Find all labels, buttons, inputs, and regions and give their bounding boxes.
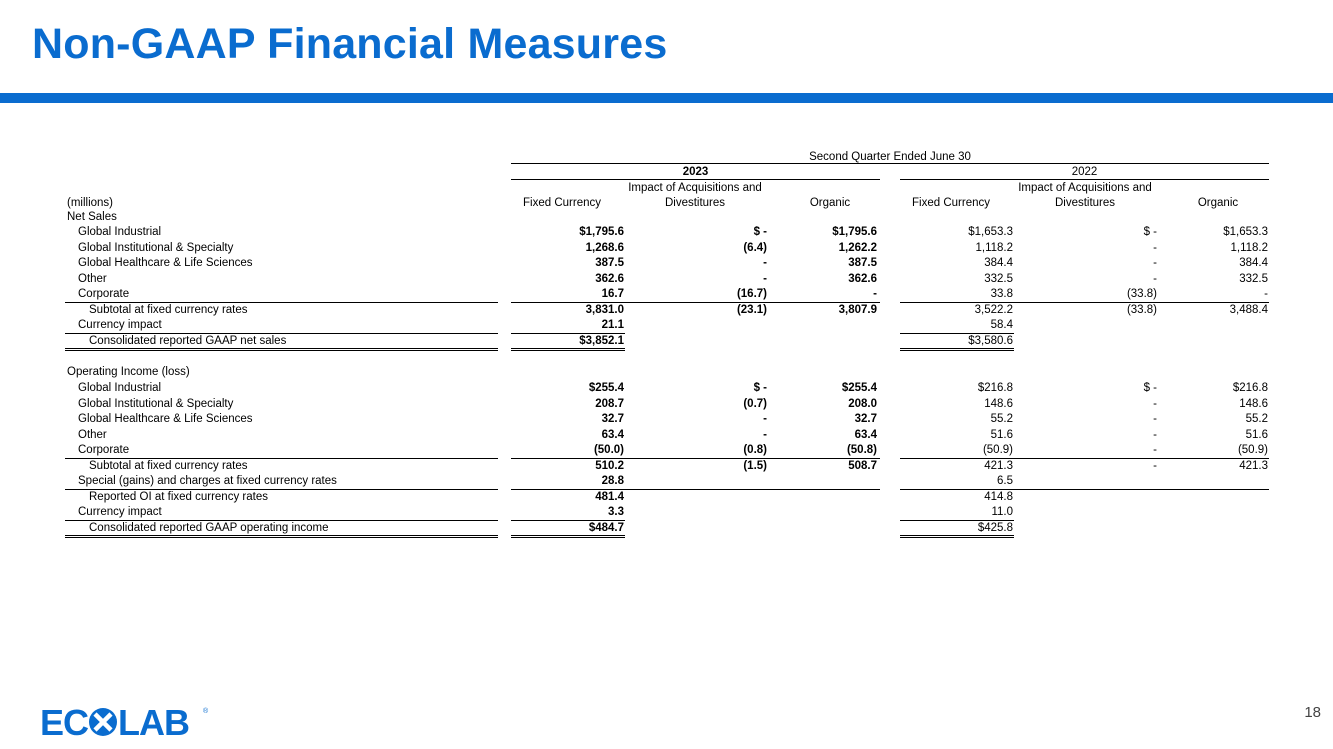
table-cell: -: [1153, 241, 1157, 254]
table-cell: 3,831.0: [585, 303, 624, 316]
double-underline: [511, 535, 625, 538]
organic-header-2022: Organic: [1197, 197, 1239, 209]
double-underline: [511, 348, 625, 351]
table-cell: -: [763, 428, 767, 441]
table-cell: 1,268.6: [585, 241, 624, 254]
row-divider: [511, 302, 880, 303]
table-cell: (33.8): [1126, 303, 1157, 316]
table-cell: 387.5: [595, 257, 624, 269]
table-cell: 148.6: [984, 397, 1013, 410]
table-cell: $1,653.3: [968, 226, 1013, 238]
table-cell: 55.2: [990, 413, 1013, 425]
row-divider: [511, 333, 625, 334]
units-label: (millions): [67, 197, 113, 209]
table-cell: 3.3: [608, 506, 624, 518]
row-label: Currency impact: [78, 506, 162, 518]
table-cell: 63.4: [601, 428, 624, 441]
table-cell: 508.7: [848, 459, 877, 472]
row-label: Global Healthcare & Life Sciences: [78, 257, 253, 269]
table-cell: (50.0): [593, 444, 624, 456]
table-cell: (1.5): [743, 459, 767, 472]
year-2023-header: 2023: [682, 166, 709, 178]
table-cell: $ -: [753, 382, 767, 394]
row-label: Subtotal at fixed currency rates: [89, 459, 248, 472]
table-cell: 3,522.2: [974, 303, 1013, 316]
row-divider: [511, 458, 880, 459]
row-divider: [65, 520, 498, 521]
row-label: Currency impact: [78, 319, 162, 331]
table-cell: (23.1): [736, 303, 767, 316]
table-cell: 58.4: [990, 319, 1013, 331]
double-underline: [900, 535, 1014, 538]
fixed-currency-header-2022: Fixed Currency: [912, 197, 990, 209]
table-cell: $3,852.1: [579, 334, 624, 347]
ecolab-logo: [40, 703, 212, 739]
row-label: Subtotal at fixed currency rates: [89, 303, 248, 316]
impact-header-2023-line1: Impact of Acquisitions and: [628, 182, 762, 194]
table-cell: (0.8): [743, 444, 767, 456]
table-cell: $255.4: [841, 382, 877, 394]
row-divider: [511, 489, 880, 490]
row-divider: [65, 302, 498, 303]
svg-text:®: ®: [203, 708, 209, 715]
net-sales-heading: Net Sales: [67, 211, 117, 223]
table-cell: 384.4: [1239, 257, 1268, 269]
table-cell: -: [1153, 413, 1157, 425]
table-cell: (50.9): [1237, 444, 1268, 456]
table-cell: $ -: [1143, 226, 1157, 238]
table-cell: $1,795.6: [579, 226, 624, 238]
table-cell: -: [873, 288, 877, 300]
table-cell: $3,580.6: [968, 334, 1013, 347]
row-label: Reported OI at fixed currency rates: [89, 490, 268, 503]
table-cell: (50.9): [982, 444, 1013, 456]
table-cell: -: [1153, 444, 1157, 456]
table-cell: -: [763, 257, 767, 269]
table-cell: 208.7: [595, 397, 624, 410]
row-divider: [900, 302, 1269, 303]
row-label: Global Institutional & Specialty: [78, 397, 234, 410]
row-label: Consolidated reported GAAP operating income: [89, 521, 329, 534]
fixed-currency-header-2023: Fixed Currency: [523, 197, 601, 209]
table-cell: (0.7): [743, 397, 767, 410]
double-underline: [65, 535, 498, 538]
op-income-heading: Operating Income (loss): [67, 366, 190, 378]
table-cell: $216.8: [1232, 382, 1268, 394]
row-divider: [900, 458, 1269, 459]
table-cell: 414.8: [984, 490, 1013, 503]
page-title: Non-GAAP Financial Measures: [32, 20, 668, 68]
table-cell: 32.7: [854, 413, 877, 425]
table-cell: 51.6: [1245, 428, 1268, 441]
table-cell: $ -: [1143, 382, 1157, 394]
impact-header-2022-line1: Impact of Acquisitions and: [1018, 182, 1152, 194]
row-label: Global Institutional & Specialty: [78, 241, 234, 254]
double-underline: [900, 348, 1014, 351]
period-header: Second Quarter Ended June 30: [809, 151, 971, 163]
table-cell: 55.2: [1245, 413, 1268, 425]
row-label: Other: [78, 428, 107, 441]
year-2022-divider: [900, 179, 1269, 180]
row-label: Global Industrial: [78, 226, 162, 238]
table-cell: 1,118.2: [1230, 241, 1268, 254]
table-cell: 1,118.2: [975, 241, 1013, 254]
table-cell: $1,795.6: [832, 226, 877, 238]
table-cell: (6.4): [743, 241, 767, 254]
svg-text:EC: EC: [40, 703, 89, 739]
table-cell: 6.5: [997, 475, 1013, 487]
svg-text:LAB: LAB: [118, 703, 189, 739]
page-number: 18: [1304, 704, 1321, 721]
impact-header-2023-line2: Divestitures: [664, 197, 726, 209]
table-cell: 362.6: [848, 272, 877, 285]
row-label: Global Industrial: [78, 382, 162, 394]
row-divider: [900, 333, 1014, 334]
table-cell: -: [1153, 257, 1157, 269]
table-cell: -: [1264, 288, 1268, 300]
row-divider: [65, 458, 498, 459]
table-cell: 421.3: [1239, 459, 1268, 472]
impact-header-2022-line2: Divestitures: [1054, 197, 1116, 209]
table-cell: 332.5: [984, 272, 1013, 285]
row-label: Global Healthcare & Life Sciences: [78, 413, 253, 425]
table-cell: 3,488.4: [1229, 303, 1268, 316]
table-cell: $484.7: [588, 521, 624, 534]
organic-header-2023: Organic: [809, 197, 851, 209]
table-cell: 51.6: [990, 428, 1013, 441]
row-label: Corporate: [78, 444, 130, 456]
table-cell: (33.8): [1126, 288, 1157, 300]
table-cell: $255.4: [588, 382, 624, 394]
table-cell: $425.8: [977, 521, 1013, 534]
table-cell: 1,262.2: [838, 241, 877, 254]
table-cell: 481.4: [595, 490, 624, 503]
table-cell: -: [1153, 459, 1157, 472]
table-cell: $216.8: [977, 382, 1013, 394]
table-cell: -: [763, 413, 767, 425]
row-label: Corporate: [78, 288, 130, 300]
header-divider: [511, 163, 1269, 164]
table-cell: -: [763, 272, 767, 285]
table-cell: 148.6: [1239, 397, 1268, 410]
row-divider: [511, 520, 625, 521]
header-rule: [0, 93, 1333, 103]
row-label: Other: [78, 272, 107, 285]
table-cell: 3,807.9: [838, 303, 877, 316]
table-cell: 421.3: [984, 459, 1013, 472]
table-cell: $ -: [753, 226, 767, 238]
table-cell: 11.0: [991, 506, 1013, 518]
row-divider: [65, 333, 498, 334]
table-cell: (16.7): [736, 288, 767, 300]
table-cell: 16.7: [601, 288, 624, 300]
row-divider: [65, 489, 498, 490]
year-2023-divider: [511, 179, 880, 180]
row-label: Special (gains) and charges at fixed currency rates: [78, 475, 337, 487]
table-cell: 32.7: [601, 413, 624, 425]
table-cell: 387.5: [848, 257, 877, 269]
table-cell: 362.6: [595, 272, 624, 285]
table-cell: 510.2: [595, 459, 624, 472]
row-divider: [900, 489, 1269, 490]
table-cell: 63.4: [854, 428, 877, 441]
table-cell: 28.8: [601, 475, 624, 487]
row-label: Consolidated reported GAAP net sales: [89, 334, 287, 347]
table-cell: 332.5: [1239, 272, 1268, 285]
table-cell: -: [1153, 428, 1157, 441]
table-cell: 208.0: [848, 397, 877, 410]
row-divider: [900, 520, 1014, 521]
table-cell: $1,653.3: [1223, 226, 1268, 238]
table-cell: 21.1: [601, 319, 624, 331]
table-cell: -: [1153, 272, 1157, 285]
year-2022-header: 2022: [1071, 166, 1098, 178]
table-cell: 384.4: [984, 257, 1013, 269]
table-cell: 33.8: [990, 288, 1013, 300]
double-underline: [65, 348, 498, 351]
table-cell: (50.8): [846, 444, 877, 456]
table-cell: -: [1153, 397, 1157, 410]
